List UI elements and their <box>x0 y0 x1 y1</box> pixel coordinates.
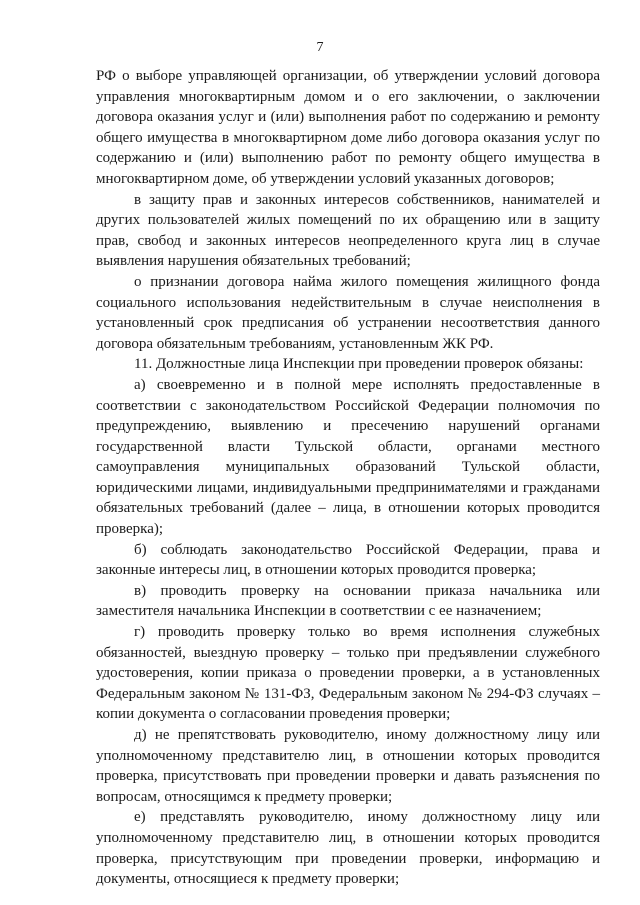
list-item-a: а) своевременно и в полной мере исполнять предоставленные в соответствии с законодательством Российской Федерации полномочия по предупреждению, выявлению и пресечению нарушений органами государственной власти Тульской области, органами местного самоуправления муниципальных образований Тульской области, юридическими лицами, индивидуальными предпринимателями и гражданами обязательных требований (далее – лица, в отношении которых проводится проверка); <box>96 376 600 538</box>
paragraph-section-11-heading: 11. Должностные лица Инспекции при проведении проверок обязаны: <box>134 356 584 373</box>
paragraph-continuation: РФ о выборе управляющей организации, об утверждении условий договора управления многоквартирным домом и о его заключении, о заключении договора оказания услуг и (или) выполнения работ по содержанию и ремонту общего имущества в многоквартирном доме либо договора оказания услуг по содержанию и (или) выполнению работ по ремонту общего имущества в многоквартирном доме, об утверждении условий указанных договоров; <box>96 68 600 187</box>
paragraph-invalid-lease: о признании договора найма жилого помещения жилищного фонда социального использования недействительным в случае неисполнения в установленный срок предписания об устранении несоответствия данного договора обязательным требованиям, установленным ЖК РФ. <box>96 273 600 352</box>
list-item-v: в) проводить проверку на основании приказа начальника или заместителя начальника Инспекции в соответствии с ее назначением; <box>96 582 600 620</box>
list-item-e: е) представлять руководителю, иному должностному лицу или уполномоченному представителю лиц, в отношении которых проводится проверка, присутствующим при проведении проверки, информацию и документы, относящиеся к предмету проверки; <box>96 809 600 888</box>
list-item-g: г) проводить проверку только во время исполнения служебных обязанностей, выездную проверку – только при предъявлении служебного удостоверения, копии приказа о проведении проверки, а в установленных Федеральным законом № 131-ФЗ, Федеральным законом № 294-ФЗ случаях – копии документа о согласовании проведения проверки; <box>96 624 600 723</box>
page-number: 7 <box>316 40 324 55</box>
list-item-d: д) не препятствовать руководителю, иному должностному лицу или уполномоченному представителю лиц, в отношении которых проводится проверка, присутствовать при проведении проверки и давать разъяснения по вопросам, относящимся к предмету проверки; <box>96 727 600 805</box>
paragraph-protection-of-rights: в защиту прав и законных интересов собственников, нанимателей и других пользователей жилых помещений по их обращению или в защиту прав, свобод и законных интересов неопределенного круга лиц в случае выявления нарушения обязательных требований; <box>96 191 600 270</box>
list-item-b: б) соблюдать законодательство Российской Федерации, права и законные интересы лиц, в отношении которых проводится проверка; <box>96 541 600 579</box>
document-body <box>96 66 600 890</box>
